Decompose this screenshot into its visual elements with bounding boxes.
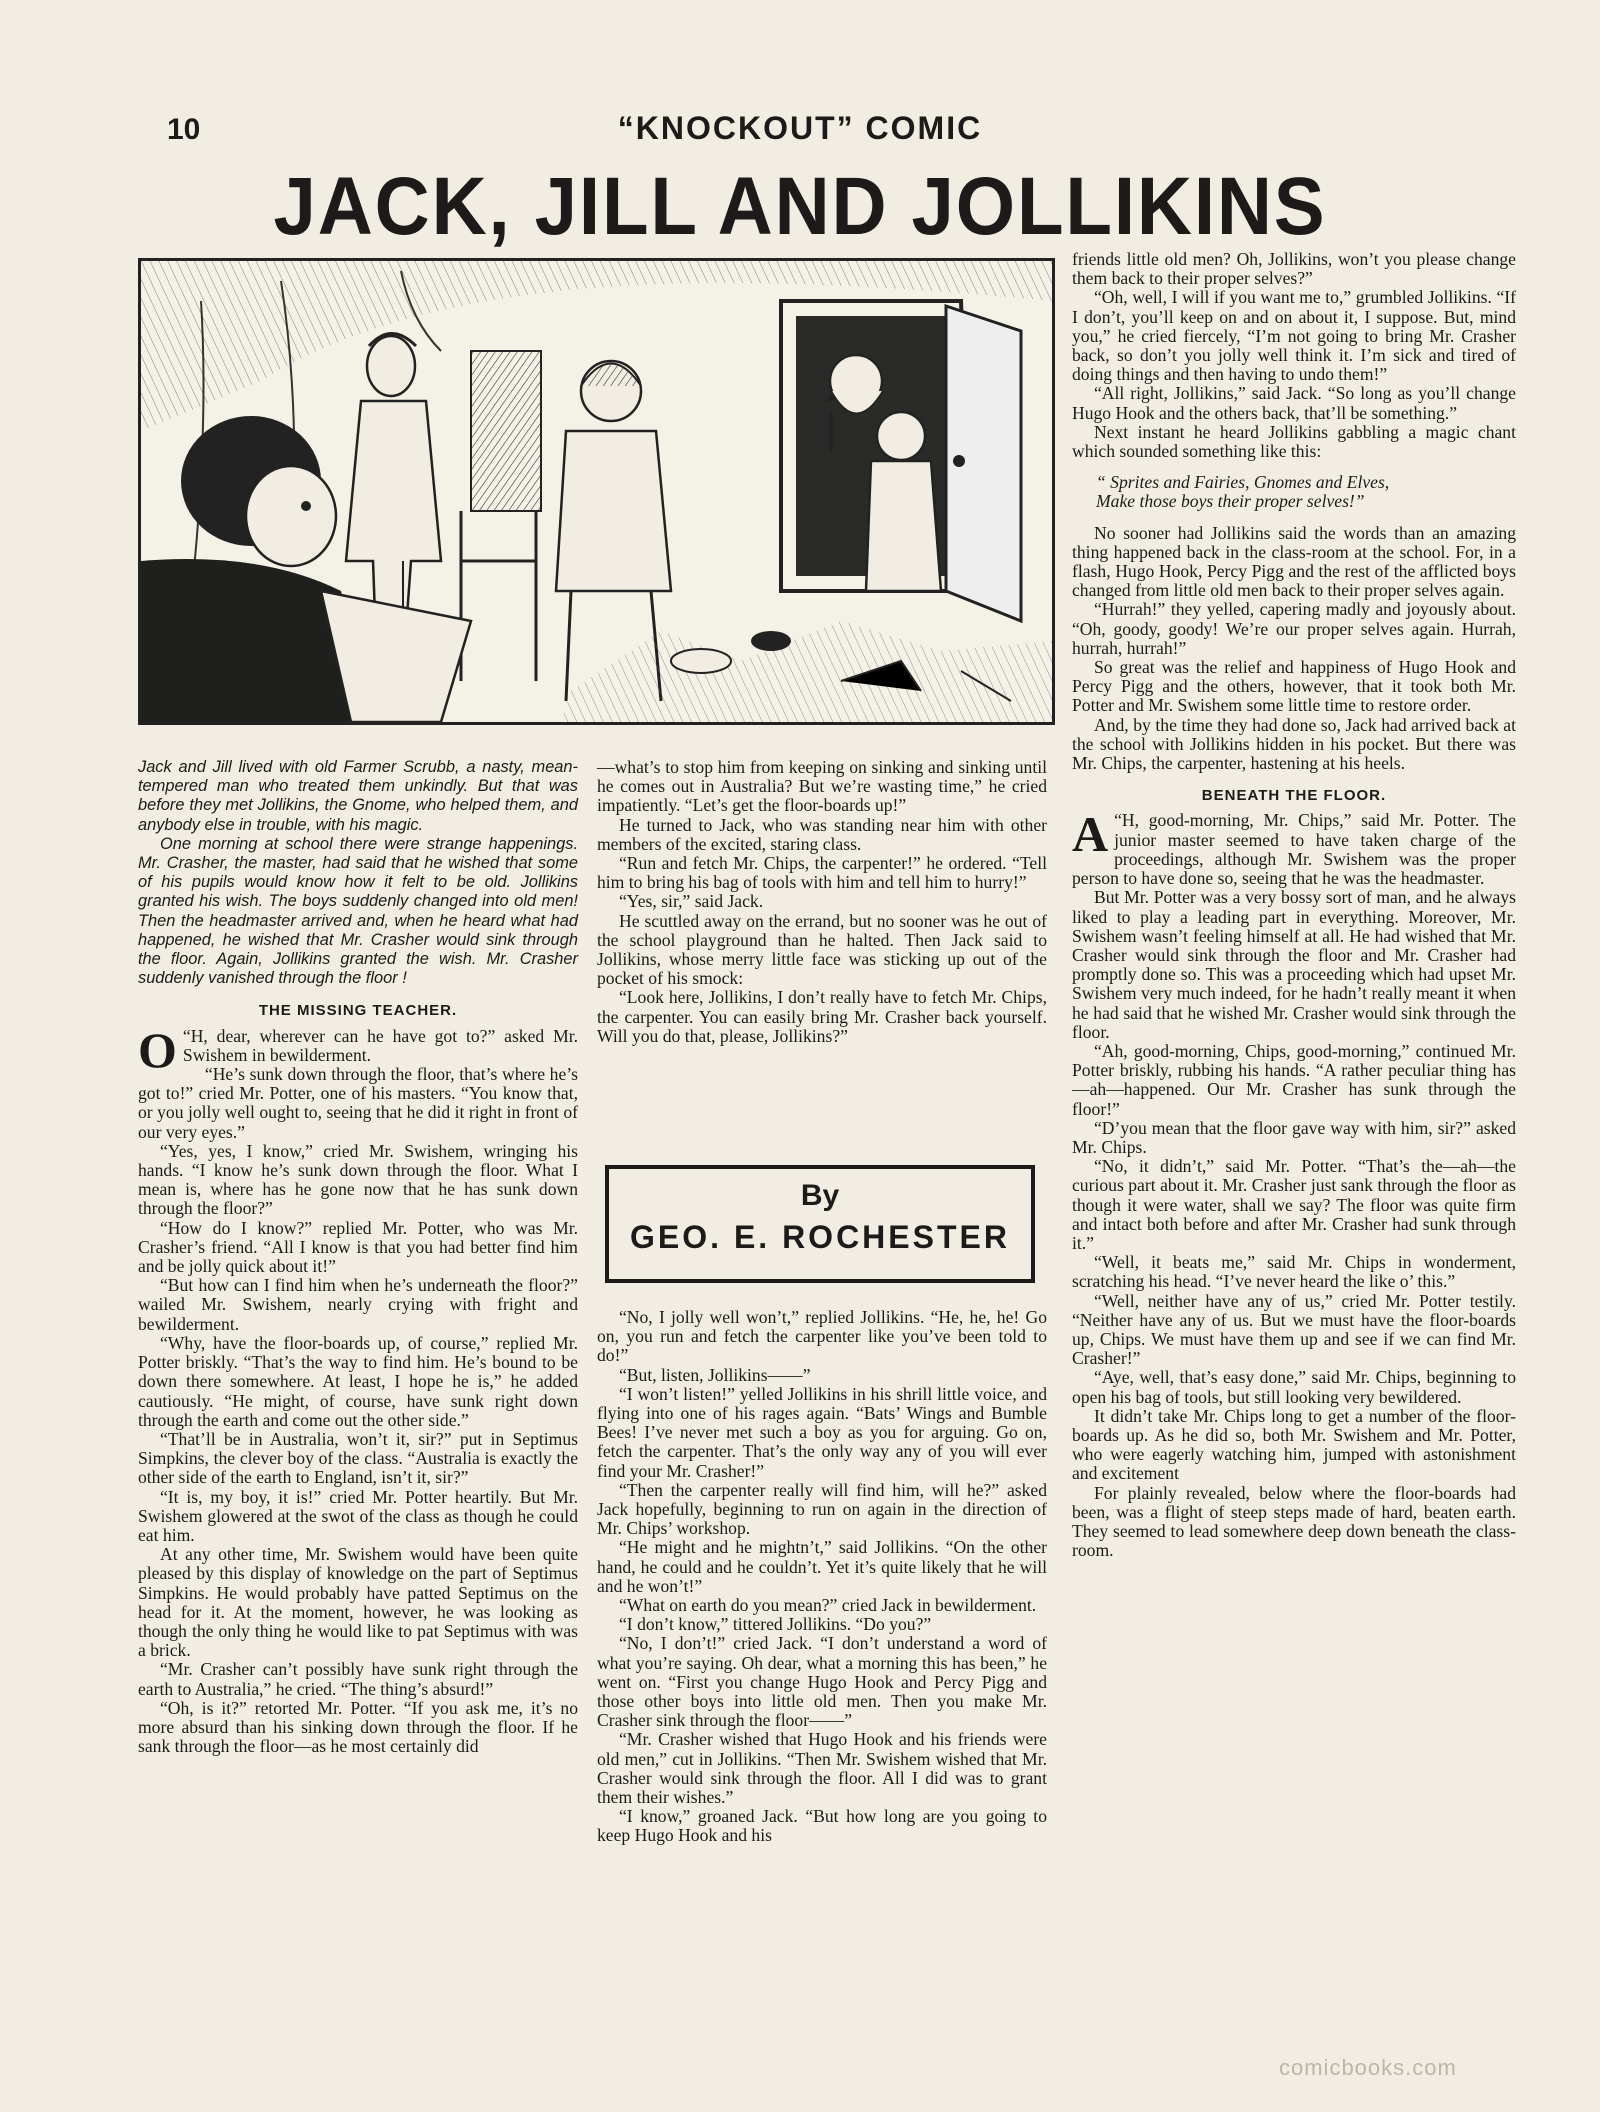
- intro-paragraph: One morning at school there were strange happenings. Mr. Crasher, the master, had said that he wished that some of his pupils would know how it felt to be old. Jollikins granted his wish. The boys suddenly changed into old men! Then the headmaster arrived and, when he heard what had happened, he wished that Mr. Crasher would sink through the floor. Again, Jollikins granted the wish. Mr. Crasher suddenly vanished through the floor !: [138, 834, 578, 988]
- intro-paragraph: Jack and Jill lived with old Farmer Scrubb, a nasty, mean-tempered man who treated them unkindly. But that was before they met Jollikins, the Gnome, who helped them, and anybody else in trouble, with his magic.: [138, 758, 578, 834]
- drop-cap: O: [138, 1021, 177, 1078]
- story-paragraph: “Yes, sir,” said Jack.: [619, 891, 764, 912]
- story-paragraph: “But, listen, Jollikins——”: [619, 1364, 811, 1385]
- chant-line: “ Sprites and Fairies, Gnomes and Elves,: [1096, 472, 1390, 493]
- story-paragraph: “He might and he mightn’t,” said Jollikins. “On the other hand, he could and he couldn’t. Yet it’s quite likely that he will and he won’t!”: [597, 1537, 1047, 1596]
- story-paragraph: “I won’t listen!” yelled Jollikins in his shrill little voice, and flying into one of his rages again. “Bats’ Wings and Bumble Bees! I’ve never met such a boy as you for arguing. Go on, fetch the carpenter. That’s the only way any of you will ever find your Mr. Crasher!”: [597, 1383, 1047, 1481]
- story-paragraph: “Well, neither have any of us,” cried Mr. Potter testily. “Neither have any of us. But we must have the floor-boards up, Chips. We must have them up and see if we can find Mr. Crasher!”: [1072, 1290, 1516, 1369]
- story-paragraph: “Oh, well, I will if you want me to,” grumbled Jollikins. “If I don’t, you’ll keep on and on about it, I suppose. But, mind you,” he cried fiercely, “I’m not going to bring Mr. Crasher back, so don’t you jolly well think it. I’m sick and tired of doing things and then having to undo them!”: [1072, 287, 1516, 385]
- story-paragraph: For plainly revealed, below where the floor-boards had been, was a flight of steep steps made of hard, beaten earth. They seemed to lead somewhere deep down beneath the class-room.: [1072, 1482, 1516, 1561]
- story-paragraph: “But how can I find him when he’s underneath the floor?” wailed Mr. Swishem, nearly crying with fright and bewilderment.: [138, 1275, 578, 1334]
- story-paragraph: “It is, my boy, it is!” cried Mr. Potter heartily. But Mr. Swishem glowered at the swot of the class as though he could eat him.: [138, 1486, 578, 1545]
- story-paragraph: He turned to Jack, who was standing near him with other members of the excited, staring class.: [597, 814, 1047, 854]
- running-head: “KNOCKOUT” COMIC: [617, 110, 983, 146]
- story-paragraph: “Look here, Jollikins, I don’t really have to fetch Mr. Chips, the carpenter. You can easily bring Mr. Crasher back yourself. Will you do that, please, Jollikins?”: [597, 987, 1047, 1046]
- chant-line: Make those boys their proper selves!”: [1096, 491, 1365, 512]
- byline-author: GEO. E. ROCHESTER: [630, 1219, 1010, 1255]
- story-paragraph: “He’s sunk down through the floor, that’s where he’s got to!” cried Mr. Potter, one of his masters. “You know that, or you jolly well ought to, seeing that he did it right in front of our very eyes.”: [138, 1064, 578, 1142]
- story-paragraph: “Yes, yes, I know,” cried Mr. Swishem, wringing his hands. “I know he’s sunk down through the floor. What I mean is, where has he gone now that he has sunk down through the floor?”: [138, 1140, 578, 1219]
- story-paragraph: “Aye, well, that’s easy done,” said Mr. Chips, beginning to open his bag of tools, but still looking very bewildered.: [1072, 1367, 1516, 1407]
- opening-paragraph: “ O H, dear, wherever can he have got to?” asked Mr. Swishem in bewilderment.: [138, 1021, 578, 1078]
- column-2-top: [597, 758, 1047, 1046]
- opening-paragraph: “ A H, good-morning, Mr. Chips,” said Mr. Potter. The junior master seemed to have taken charge of the proceedings, although Mr. Swishem was the proper person to have done so, seeing that he was the headmaster.: [1072, 806, 1516, 889]
- story-paragraph: —what’s to stop him from keeping on sinking and sinking until he comes out in Australia? But we’re wasting time,” he cried impatiently. “Let’s get the floor-boards up!”: [597, 757, 1047, 816]
- story-paragraph: “Why, have the floor-boards up, of course,” replied Mr. Potter briskly. “That’s the way to find him. He’s bound to be down there somewhere. At least, I hope he is,” he added cautiously. “He might, of course, have sunk right down through the earth and come out the other side.”: [138, 1332, 578, 1430]
- story-paragraph: “I know,” groaned Jack. “But how long are you going to keep Hugo Hook and his: [597, 1806, 1047, 1846]
- page-number: 10: [167, 113, 201, 146]
- story-paragraph: At any other time, Mr. Swishem would have been quite pleased by this display of knowledge on the part of Septimus Simpkins. He would probably have patted Septimus on the head for it. At the moment, however, he was looking as though the only thing he would like to pat Septimus with was a brick.: [138, 1544, 578, 1661]
- magic-chant: [1072, 473, 1516, 511]
- section-heading: BENEATH THE FLOOR.: [1201, 787, 1387, 805]
- story-paragraph: “What on earth do you mean?” cried Jack in bewilderment.: [619, 1595, 1037, 1616]
- story-paragraph: “D’you mean that the floor gave way with him, sir?” asked Mr. Chips.: [1072, 1117, 1516, 1157]
- story-intro: [138, 758, 578, 988]
- story-paragraph: “I don’t know,” tittered Jollikins. “Do you?”: [619, 1614, 932, 1635]
- story-paragraph: And, by the time they had done so, Jack had arrived back at the school with Jollikins hidden in his pocket. But there was Mr. Chips, the carpenter, hastening at his heels.: [1072, 714, 1516, 774]
- story-paragraph: “No, I don’t!” cried Jack. “I don’t understand a word of what you’re saying. Oh dear, what a morning this has been,” he went on. “First you change Hugo Hook and Percy Pigg and those other boys into little old men. Then you make Mr. Crasher sink through the floor——”: [597, 1633, 1047, 1731]
- story-paragraph: But Mr. Potter was a very bossy sort of man, and he always liked to play a leading part in everything. Moreover, Mr. Swishem wasn’t feeling himself at all. He had wished that Mr. Crasher would sink through the floor and Mr. Crasher had promptly done so. This was a proceeding which had upset Mr. Swishem very much indeed, for he hadn’t really meant it when he had said that he wished Mr. Crasher would sink through the floor.: [1072, 887, 1516, 1042]
- story-paragraph: “How do I know?” replied Mr. Potter, who was Mr. Crasher’s friend. “All I know is that you had better find him and be jolly quick about it!”: [138, 1217, 578, 1277]
- story-paragraph: “Run and fetch Mr. Chips, the carpenter!” he ordered. “Tell him to bring his bag of tools with him and tell him to hurry!”: [597, 853, 1047, 893]
- author-byline-box: [605, 1165, 1035, 1283]
- story-paragraph: No sooner had Jollikins said the words than an amazing thing happened back in the class-room at the school. For, in a flash, Hugo Hook, Percy Pigg and the rest of the afflicted boys changed from little old men back to their proper selves again.: [1072, 522, 1516, 601]
- story-paragraph: “That’ll be in Australia, won’t it, sir?” put in Septimus Simpkins, the clever boy of the class. “Australia is exactly the other side of the earth to England, isn’t it, sir?”: [138, 1428, 578, 1488]
- story-paragraph: “No, it didn’t,” said Mr. Potter. “That’s the—ah—the curious part about it. Mr. Crasher just sank through the floor as though it were water, shall we say? The floor was quite firm and intact both before and after Mr. Crasher had sunk through it.”: [1072, 1156, 1516, 1253]
- story-paragraph: “Oh, is it?” retorted Mr. Potter. “If you ask me, it’s no more absurd than his sinking down through the floor. If he sank through the floor—as he most certainly did: [138, 1697, 578, 1757]
- story-paragraph: He scuttled away on the errand, but no sooner was he out of the school playground than he halted. Then Jack said to Jollikins, whose merry little face was sticking up out of the pocket of his smock:: [597, 910, 1047, 989]
- story-paragraph: “Ah, good-morning, Chips, good-morning,” continued Mr. Potter briskly, rubbing his hands. “A rather peculiar thing has—ah—happened. Our Mr. Crasher has sunk through the floor!”: [1072, 1040, 1516, 1119]
- column-1: [138, 758, 578, 1756]
- story-paragraph: “Mr. Crasher can’t possibly have sunk right through the earth to Australia,” he cried. “The thing’s absurd!”: [138, 1659, 578, 1699]
- story-paragraph: friends little old men? Oh, Jollikins, won’t you please change them back to their proper selves?”: [1072, 249, 1516, 289]
- story-paragraph: It didn’t take Mr. Chips long to get a number of the floor-boards up. As he did so, both Mr. Swishem and Mr. Potter, who were eagerly watching him, jumped with astonishment and excitement: [1072, 1405, 1516, 1484]
- story-paragraph: So great was the relief and happiness of Hugo Hook and Percy Pigg and the others, however, that it took both Mr. Potter and Mr. Swishem some little time to restore order.: [1072, 657, 1516, 716]
- story-paragraph: “Then the carpenter really will find him, will he?” asked Jack hopefully, beginning to run on again in the direction of Mr. Chips’ workshop.: [597, 1479, 1047, 1539]
- story-paragraph: “All right, Jollikins,” said Jack. “So long as you’ll change Hugo Hook and the others back, that’ll be something.”: [1072, 383, 1516, 423]
- section-heading: THE MISSING TEACHER.: [258, 1002, 458, 1020]
- site-watermark: comicbooks.com: [1279, 2055, 1457, 2080]
- column-2-bottom: [597, 1308, 1047, 1846]
- story-paragraph: “Mr. Crasher wished that Hugo Hook and his friends were old men,” cut in Jollikins. “Then Mr. Swishem wished that Mr. Crasher would sink through the floor. All I did was to grant them their wishes.”: [597, 1729, 1047, 1808]
- classroom-scene-drawing: [141, 261, 1052, 722]
- column-3-top: [1072, 250, 1516, 1560]
- story-title: JACK, JILL AND JOLLIKINS: [273, 161, 1327, 252]
- story-paragraph: “No, I jolly well won’t,” replied Jollikins. “He, he, he! Go on, you run and fetch the carpenter like you’ve been told to do!”: [597, 1307, 1047, 1366]
- story-paragraph: “Well, it beats me,” said Mr. Chips in wonderment, scratching his head. “I’ve never heard the like o’ this.”: [1072, 1252, 1516, 1292]
- story-paragraph: “Hurrah!” they yelled, capering madly and joyously about. “Oh, goody, goody! We’re our proper selves again. Hurrah, hurrah, hurrah!”: [1072, 599, 1516, 658]
- story-illustration: [138, 258, 1055, 725]
- story-paragraph: Next instant he heard Jollikins gabbling a magic chant which sounded something like this:: [1072, 421, 1516, 462]
- drop-cap: A: [1072, 806, 1109, 863]
- byline-by: By: [800, 1179, 840, 1212]
